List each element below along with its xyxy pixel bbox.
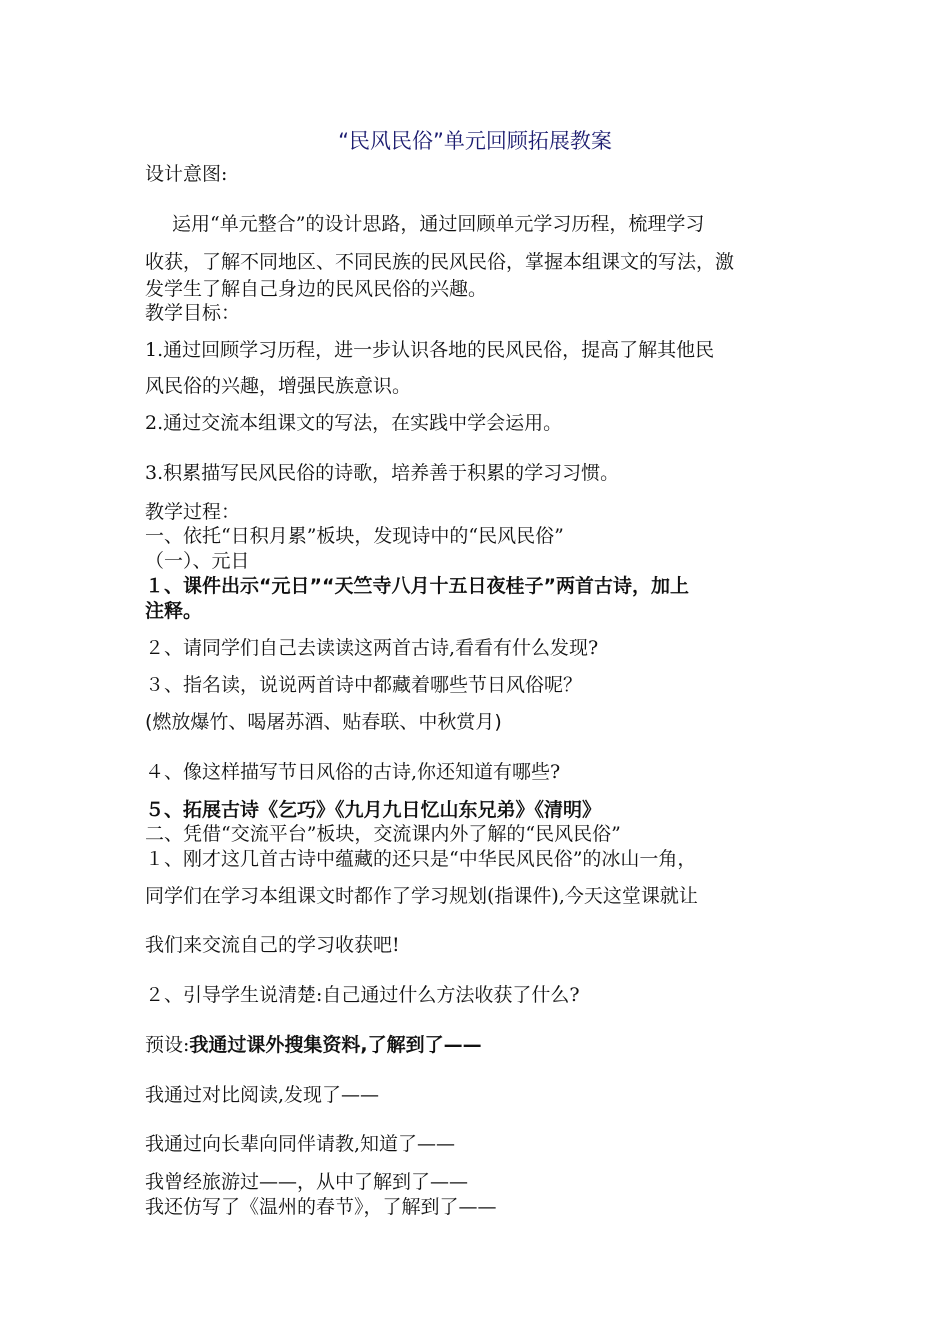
design-paragraph-line-1: 运用“单元整合”的设计思路，通过回顾单元学习历程，梳理学习 bbox=[172, 213, 705, 235]
section-1-heading: 一、依托“日积月累”板块，发现诗中的“民风民俗” bbox=[145, 525, 564, 547]
step-2-1-line-2: 同学们在学习本组课文时都作了学习规划(指课件),今天这堂课就让 bbox=[145, 885, 698, 907]
step-2-2: ２、引导学生说清楚:自己通过什么方法收获了什么? bbox=[145, 984, 580, 1006]
goal-3: 3.积累描写民风民俗的诗歌，培养善于积累的学习习惯。 bbox=[145, 462, 620, 484]
preset-1: 我通过课外搜集资料,了解到了—— bbox=[189, 1034, 482, 1056]
preset-4: 我曾经旅游过——，从中了解到了—— bbox=[145, 1171, 469, 1193]
goals-heading: 教学目标： bbox=[145, 302, 241, 324]
goal-2: 2.通过交流本组课文的写法，在实践中学会运用。 bbox=[145, 412, 563, 434]
goal-1-line-2: 风民俗的兴趣，增强民族意识。 bbox=[145, 375, 412, 397]
step-1-2: ２、请同学们自己去读读这两首古诗,看看有什么发现? bbox=[145, 637, 599, 659]
preset-5: 我还仿写了《温州的春节》，了解到了—— bbox=[145, 1196, 497, 1218]
goal-1-line-1: 1.通过回顾学习历程，进一步认识各地的民风民俗，提高了解其他民 bbox=[145, 339, 715, 361]
preset-line bbox=[145, 1033, 482, 1057]
step-1-1-line-2: 注释。 bbox=[145, 600, 203, 622]
step-1-1-line-1: １、课件出示“元日”“天竺寺八月十五日夜桂子”两首古诗，加上 bbox=[145, 575, 689, 597]
design-paragraph-line-3: 发学生了解自己身边的民风民俗的兴趣。 bbox=[145, 278, 488, 300]
section-2-heading: 二、凭借“交流平台”板块，交流课内外了解的“民风民俗” bbox=[145, 823, 621, 845]
step-2-1-line-3: 我们来交流自己的学习收获吧! bbox=[145, 934, 400, 956]
step-1-3-answer: (燃放爆竹、喝屠苏酒、贴春联、中秋赏月) bbox=[145, 711, 502, 733]
subsection-1-heading: （一）、元日 bbox=[145, 550, 250, 572]
design-paragraph-line-2: 收获，了解不同地区、不同民族的民风民俗，掌握本组课文的写法，激 bbox=[145, 251, 735, 273]
preset-3: 我通过向长辈向同伴请教,知道了—— bbox=[145, 1133, 456, 1155]
step-1-3: ３、指名读，说说两首诗中都藏着哪些节日风俗呢？ bbox=[145, 674, 583, 696]
step-1-4: ４、像这样描写节日风俗的古诗,你还知道有哪些? bbox=[145, 761, 561, 783]
step-2-1-line-1: １、刚才这几首古诗中蕴藏的还只是“中华民风民俗”的冰山一角， bbox=[145, 848, 697, 870]
preset-label: 预设: bbox=[145, 1034, 190, 1056]
doc-title: “民风民俗”单元回顾拓展教案 bbox=[338, 129, 612, 153]
design-heading: 设计意图: bbox=[145, 163, 228, 185]
preset-2: 我通过对比阅读,发现了—— bbox=[145, 1084, 380, 1106]
step-1-5: ５、拓展古诗《乞巧》《九月九日忆山东兄弟》《清明》 bbox=[145, 799, 602, 821]
process-heading: 教学过程： bbox=[145, 501, 241, 523]
